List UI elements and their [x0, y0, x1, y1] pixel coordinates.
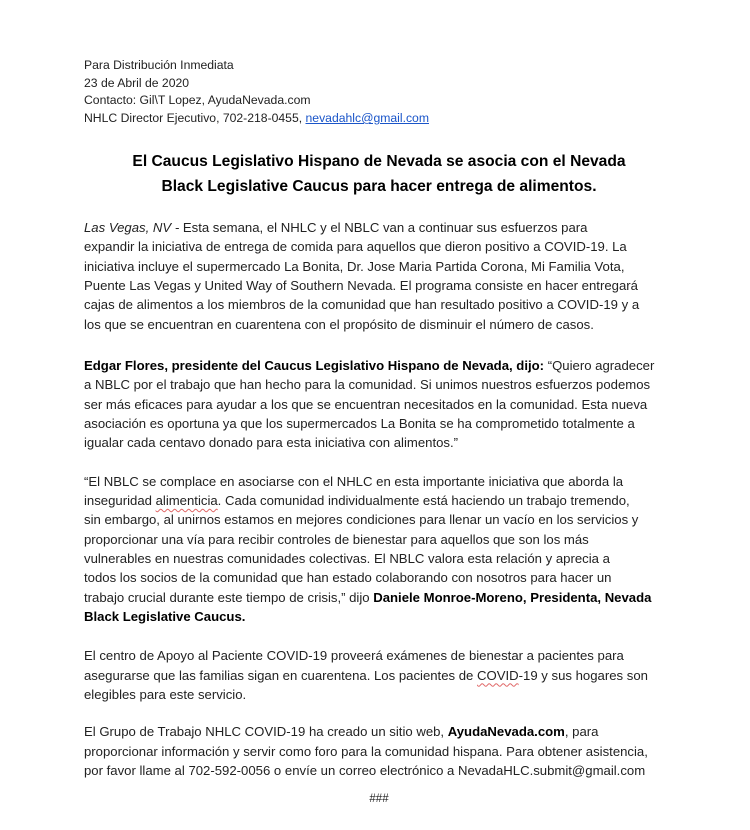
headline-line-1: El Caucus Legislativo Hispano de Nevada se asocia con el Nevada: [132, 152, 626, 170]
director-email-link[interactable]: nevadahlc@gmail.com: [305, 111, 429, 126]
contact-line: Contacto: Gil\T Lopez, AyudaNevada.com: [84, 93, 311, 108]
website-name: AyudaNevada.com: [447, 724, 565, 740]
spellcheck-word: COVID: [477, 667, 519, 683]
release-body: [84, 218, 674, 781]
speaker-monroe-moreno: Daniele Monroe-Moreno, Presidenta, Nevada: [373, 589, 652, 605]
headline: [84, 149, 674, 199]
paragraph-task-force: El Grupo de Trabajo NHLC COVID-19 ha creado un sitio web, AyudaNevada.com, para proporcionar información y servir como foro para la comunidad hispana. Para obtener asistencia, por favor llame al 702-592-0056 o envíe un correo electrónico a NevadaHLC.submit@gmail.com: [84, 724, 648, 779]
spellcheck-word: alimenticia: [155, 492, 218, 508]
dateline-location: Las Vegas, NV -: [84, 219, 180, 235]
speaker-monroe-moreno-cont: Black Legislative Caucus.: [84, 609, 246, 624]
paragraph-flores-quote: Edgar Flores, presidente del Caucus Legislativo Hispano de Nevada, dijo: “Quiero agradecer a NBLC por el trabajo que han hecho para la comunidad. Si unimos nuestros esfuerzos podemos ser más eficaces para ayudar a los que se encuentran necesitados en la comunidad. Esta nueva asociación es oportuna ya que los supermercados La Bonita se ha comprometido totalmente a igualar cada centavo donado para esta iniciativa con alimentos.”: [84, 357, 655, 451]
release-type: Para Distribución Inmediata: [84, 58, 234, 72]
director-info: NHLC Director Ejecutivo, 702-218-0455,: [84, 111, 306, 126]
release-header: [84, 57, 674, 128]
paragraph-nblc-quote: “El NBLC se complace en asociarse con el NHLC en esta importante iniciativa que aborda la inseguridad alimenticia. Cada comunidad individualmente está haciendo un trabajo tremendo, sin embargo, al unirnos estamos en mejores condiciones para llenar un vacío en los servicios y proporcionar una vía para recibir controles de bienestar para aquellos que son los más vulnerables en nuestras comunidades colectivas. El NBLC valora esta relación y aprecia a todos los socios de la comunidad que han estado colaborando con nosotros para hacer un trabajo crucial durante este tiempo de crisis,” dijo Daniele Monroe-Moreno, Presidenta, Nevada Black Legislative Caucus.: [84, 472, 674, 627]
end-mark: ###: [369, 793, 389, 806]
director-line: [84, 110, 674, 128]
release-date: 23 de Abril de 2020: [84, 75, 190, 90]
press-release-page: [84, 57, 674, 805]
speaker-flores: Edgar Flores, presidente del Caucus Legislativo Hispano de Nevada, dijo:: [84, 357, 545, 373]
paragraph-support-center: El centro de Apoyo al Paciente COVID-19 proveerá exámenes de bienestar a pacientes para asegurarse que las familias sigan en cuarentena. Los pacientes de COVID-19 y sus hogares son elegibles para este servicio.: [84, 648, 648, 703]
paragraph-intro: Las Vegas, NV - Esta semana, el NHLC y el NBLC van a continuar sus esfuerzos para expandir la iniciativa de entrega de comida para aquellos que dieron positivo a COVID-19. La iniciativa incluye el supermercado La Bonita, Dr. Jose Maria Partida Corona, Mi Familia Vota, Puente Las Vegas y United Way of Southern Nevada. El programa consiste en hacer entregará cajas de alimentos a los miembros de la comunidad que han resultado positivo a COVID-19 y a los que se encuentran en cuarentena con el propósito de disminuir el número de casos.: [84, 219, 640, 332]
headline-line-2: Black Legislative Caucus para hacer entrega de alimentos.: [161, 177, 597, 195]
